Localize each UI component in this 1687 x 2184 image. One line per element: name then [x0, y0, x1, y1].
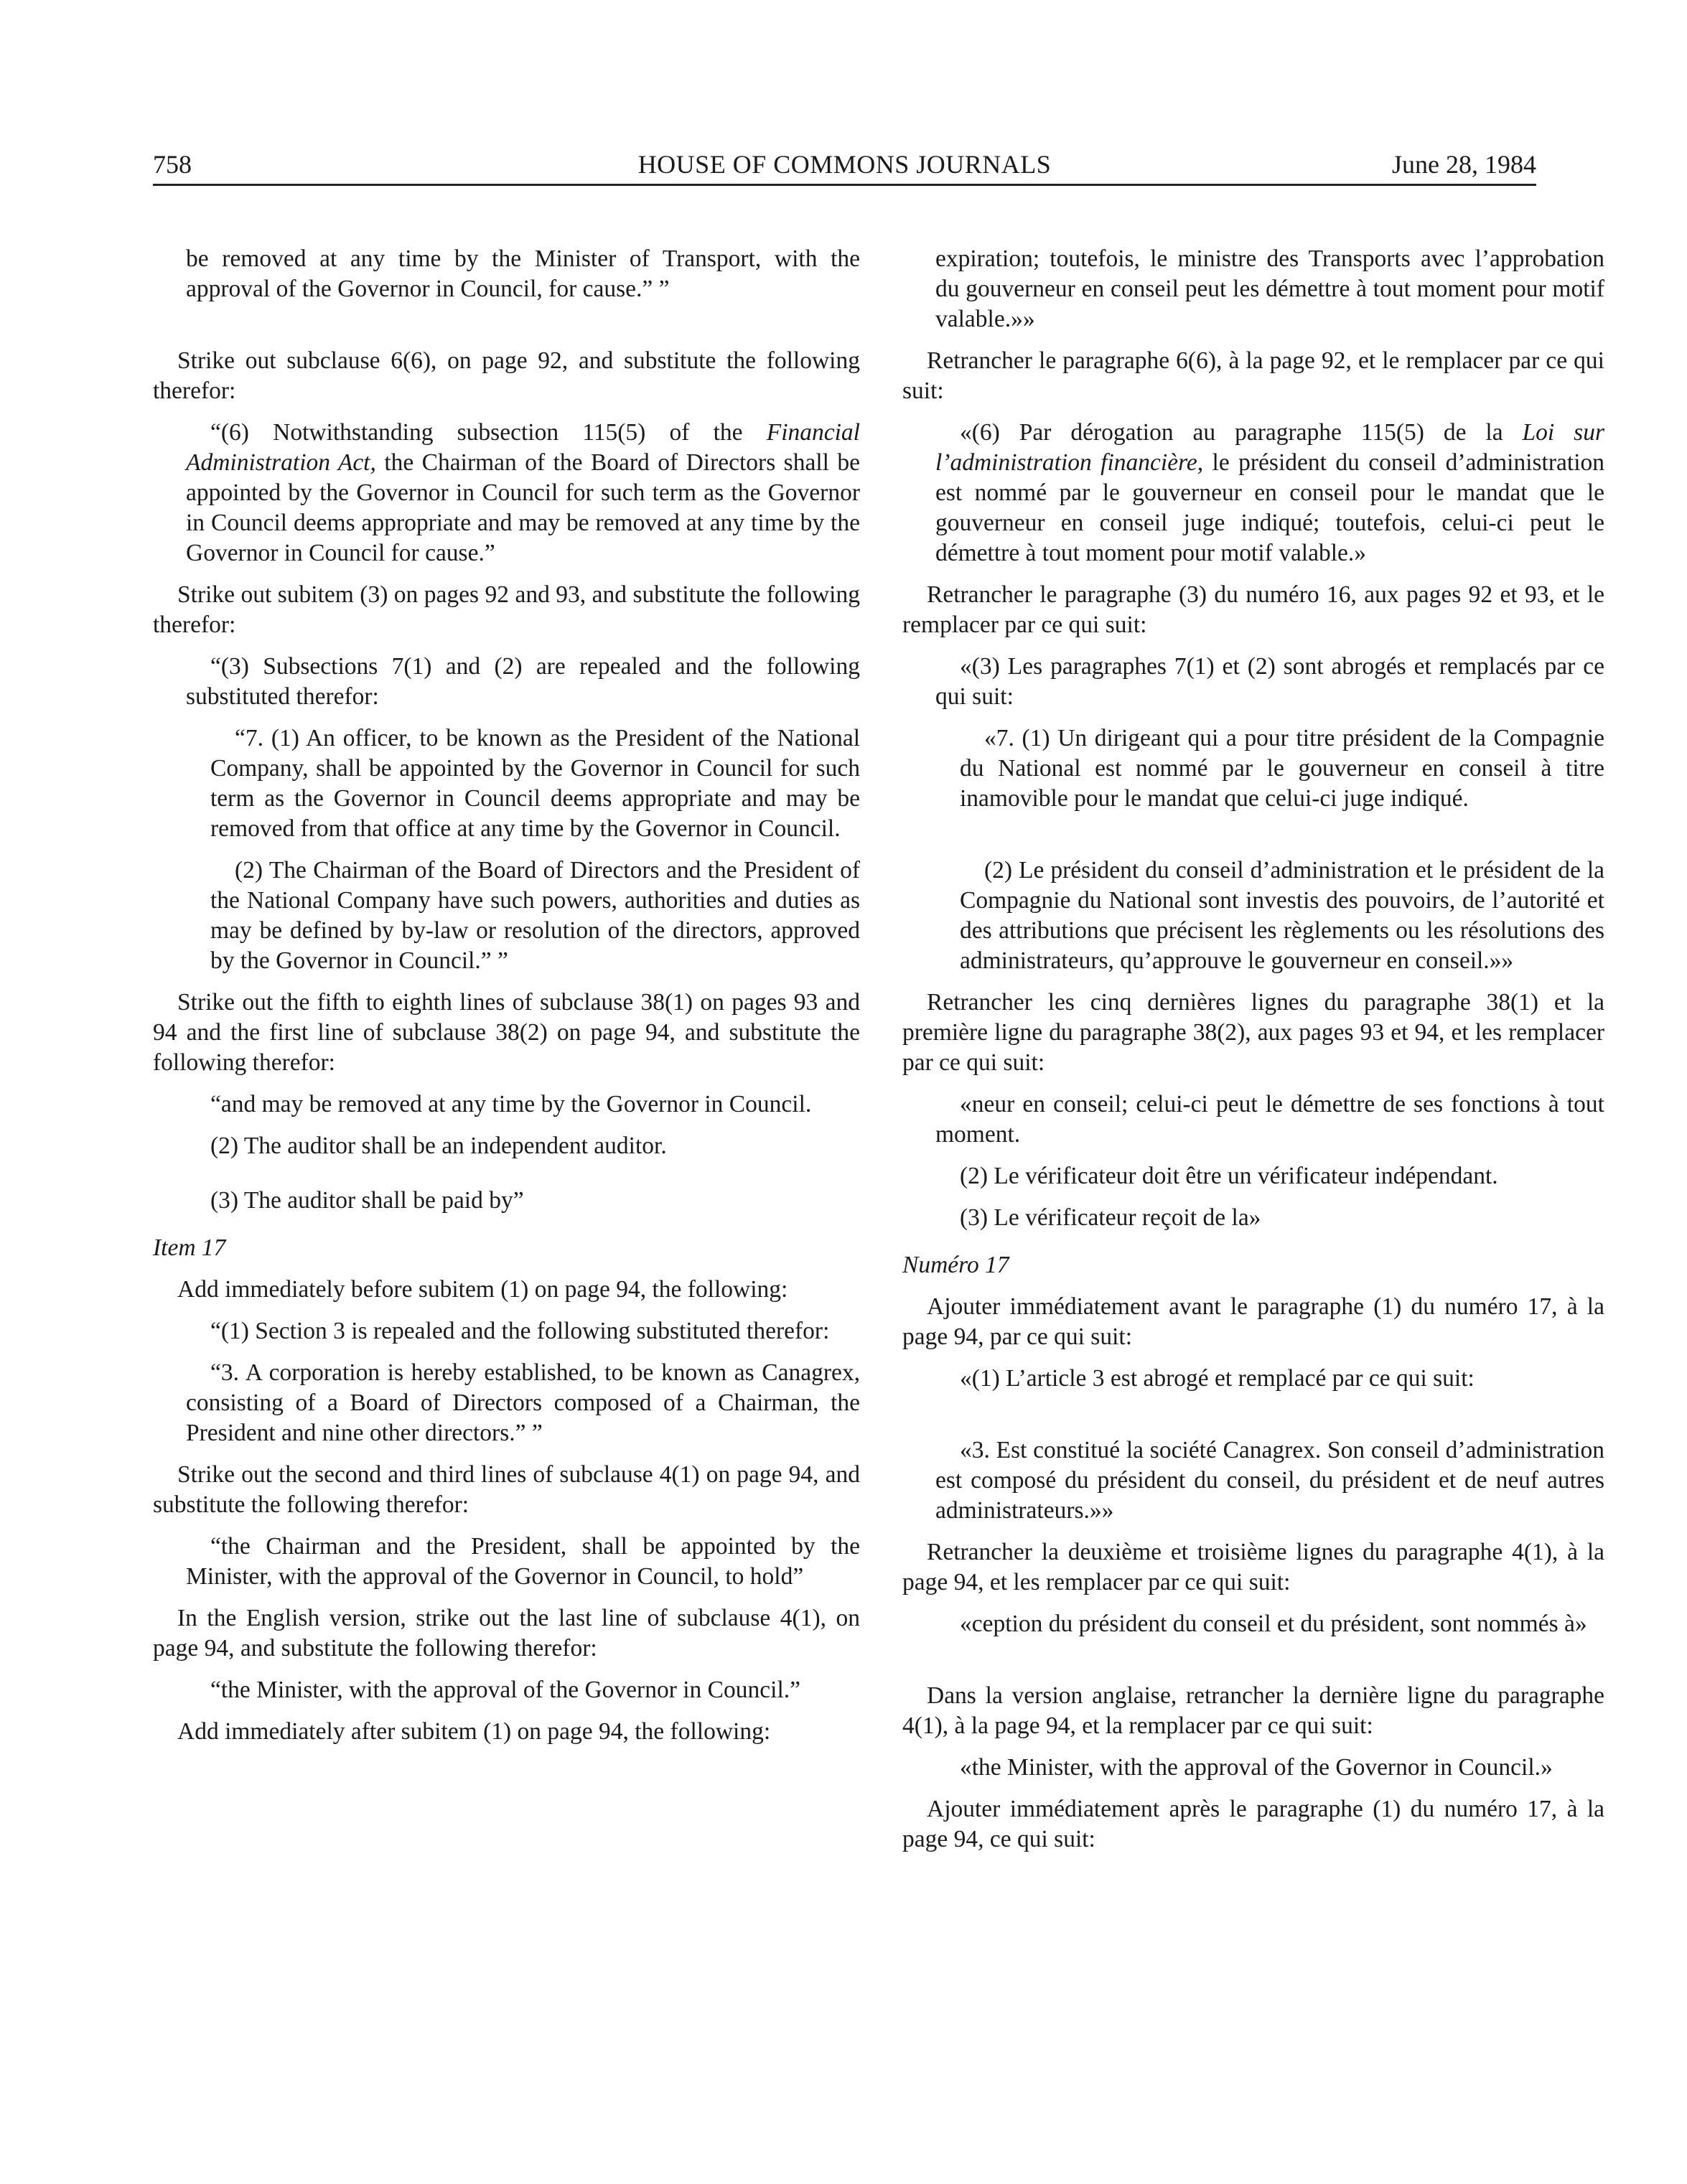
- english-column: [153, 244, 860, 1758]
- french-column: [902, 244, 1604, 1866]
- journal-title: HOUSE OF COMMONS JOURNALS: [637, 150, 1052, 179]
- page-date: June 28, 1984: [1392, 150, 1536, 179]
- page-header: [153, 144, 1536, 186]
- quoted-paragraph: “and may be removed at any time by the Governor in Council.: [210, 1091, 812, 1117]
- quoted-paragraph: «7. (1) Un dirigeant qui a pour titre président de la Compagnie du National est nommé par le gouverneur en conseil à titre inamovible pour le mandat que celui-ci juge indiqué.: [960, 725, 1604, 812]
- text-run: the Chairman of the Board of Directors shall be appointed by the Governor in Council for such term as the Governor in Council deems appropriate and may be removed at any time by the Governor in Council for cause.”: [186, 449, 860, 566]
- paragraph: Ajouter immédiatement après le paragraphe (1) du numéro 17, à la page 94, ce qui suit:: [902, 1796, 1604, 1852]
- act-title: Financial Administration Act,: [186, 419, 860, 476]
- quoted-paragraph: «ception du président du conseil et du président, sont nommés à»: [960, 1611, 1587, 1637]
- text-run: le président du conseil d’administration est nommé par le gouverneur en conseil pour le mandat que le gouverneur en conseil juge indiqué; toutefois, celui-ci peut le démettre à tout moment pour motif valable.»: [935, 449, 1605, 566]
- quoted-paragraph: [153, 418, 860, 568]
- quoted-paragraph: (3) Le vérificateur reçoit de la»: [960, 1204, 1261, 1231]
- text-run: «(6) Par dérogation au paragraphe 115(5) de la: [960, 419, 1523, 446]
- paragraph: Dans la version anglaise, retrancher la dernière ligne du paragraphe 4(1), à la page 94, et la remplacer par ce qui suit:: [902, 1682, 1604, 1739]
- quoted-paragraph: “7. (1) An officer, to be known as the President of the National Company, shall be appointed by the Governor in Council for such term as the Governor in Council deems appropriate and may be removed from that office at any time by the Governor in Council.: [210, 725, 860, 842]
- quoted-paragraph: (2) The Chairman of the Board of Directors and the President of the National Company have such powers, authorities and duties as may be defined by by-law or resolution of the directors, approved by the Governor in Council.” ”: [210, 857, 860, 974]
- quoted-paragraph: «(1) L’article 3 est abrogé et remplacé par ce qui suit:: [960, 1365, 1475, 1392]
- quoted-paragraph: (2) Le président du conseil d’administration et le président de la Compagnie du National sont investis des pouvoirs, de l’autorité et des attributions que précisent les règlements ou les résolutions des administrateurs, qu’approuve le gouverneur en conseil.»»: [960, 857, 1604, 974]
- act-title: Loi sur l’administration financière,: [935, 419, 1605, 476]
- paragraph: expiration; toutefois, le ministre des Transports avec l’approbation du gouverneur en conseil peut les démettre à tout moment pour motif valable.»»: [935, 245, 1604, 332]
- paragraph: Retrancher le paragraphe 6(6), à la page 92, et le remplacer par ce qui suit:: [902, 347, 1604, 404]
- paragraph: Strike out the second and third lines of subclause 4(1) on page 94, and substitute the following therefor:: [153, 1461, 860, 1518]
- quoted-paragraph: «(3) Les paragraphes 7(1) et (2) sont abrogés et remplacés par ce qui suit:: [935, 653, 1604, 710]
- paragraph: Add immediately before subitem (1) on page 94, the following:: [177, 1276, 788, 1303]
- page-number: 758: [153, 150, 192, 179]
- quoted-paragraph: «3. Est constitué la société Canagrex. Son conseil d’administration est composé du président du conseil, du président et de neuf autres administrateurs.»»: [935, 1437, 1604, 1524]
- quoted-paragraph: (2) Le vérificateur doit être un vérificateur indépendant.: [960, 1163, 1498, 1189]
- quoted-paragraph: (2) The auditor shall be an independent auditor.: [210, 1133, 667, 1159]
- paragraph: Add immediately after subitem (1) on page 94, the following:: [177, 1718, 771, 1745]
- item-heading: Numéro 17: [902, 1252, 1009, 1278]
- quoted-paragraph: “the Minister, with the approval of the Governor in Council.”: [210, 1677, 800, 1703]
- quoted-paragraph: “3. A corporation is hereby established, to be known as Canagrex, consisting of a Board of Directors composed of a Chairman, the President and nine other directors.” ”: [186, 1359, 860, 1446]
- quoted-paragraph: “the Chairman and the President, shall be appointed by the Minister, with the approval of the Governor in Council, to hold”: [186, 1533, 860, 1590]
- paragraph: Retrancher la deuxième et troisième lignes du paragraphe 4(1), à la page 94, et les remplacer par ce qui suit:: [902, 1539, 1604, 1595]
- paragraph: Retrancher les cinq dernières lignes du paragraphe 38(1) et la première ligne du paragraphe 38(2), aux pages 93 et 94, et les remplacer par ce qui suit:: [902, 989, 1604, 1076]
- paragraph: In the English version, strike out the last line of subclause 4(1), on page 94, and substitute the following therefor:: [153, 1605, 860, 1662]
- paragraph: Strike out the fifth to eighth lines of subclause 38(1) on pages 93 and 94 and the first line of subclause 38(2) on page 94, and substitute the following therefor:: [153, 989, 860, 1076]
- quoted-paragraph: “(3) Subsections 7(1) and (2) are repealed and the following substituted therefor:: [186, 653, 860, 710]
- quoted-paragraph: [902, 418, 1604, 568]
- paragraph: Strike out subclause 6(6), on page 92, and substitute the following therefor:: [153, 347, 860, 404]
- item-heading: Item 17: [153, 1234, 226, 1261]
- quoted-paragraph: “(1) Section 3 is repealed and the following substituted therefor:: [210, 1318, 830, 1344]
- quoted-paragraph: (3) The auditor shall be paid by”: [210, 1187, 524, 1214]
- text-run: “(6) Notwithstanding subsection 115(5) of the: [210, 419, 767, 446]
- paragraph: Ajouter immédiatement avant le paragraphe (1) du numéro 17, à la page 94, par ce qui suit:: [902, 1293, 1604, 1350]
- paragraph: be removed at any time by the Minister of Transport, with the approval of the Governor in Council, for cause.” ”: [186, 245, 860, 302]
- paragraph: Strike out subitem (3) on pages 92 and 93, and substitute the following therefor:: [153, 581, 860, 638]
- quoted-paragraph: «the Minister, with the approval of the Governor in Council.»: [960, 1754, 1553, 1781]
- paragraph: Retrancher le paragraphe (3) du numéro 16, aux pages 92 et 93, et le remplacer par ce qui suit:: [902, 581, 1604, 638]
- quoted-paragraph: «neur en conseil; celui-ci peut le démettre de ses fonctions à tout moment.: [935, 1091, 1604, 1148]
